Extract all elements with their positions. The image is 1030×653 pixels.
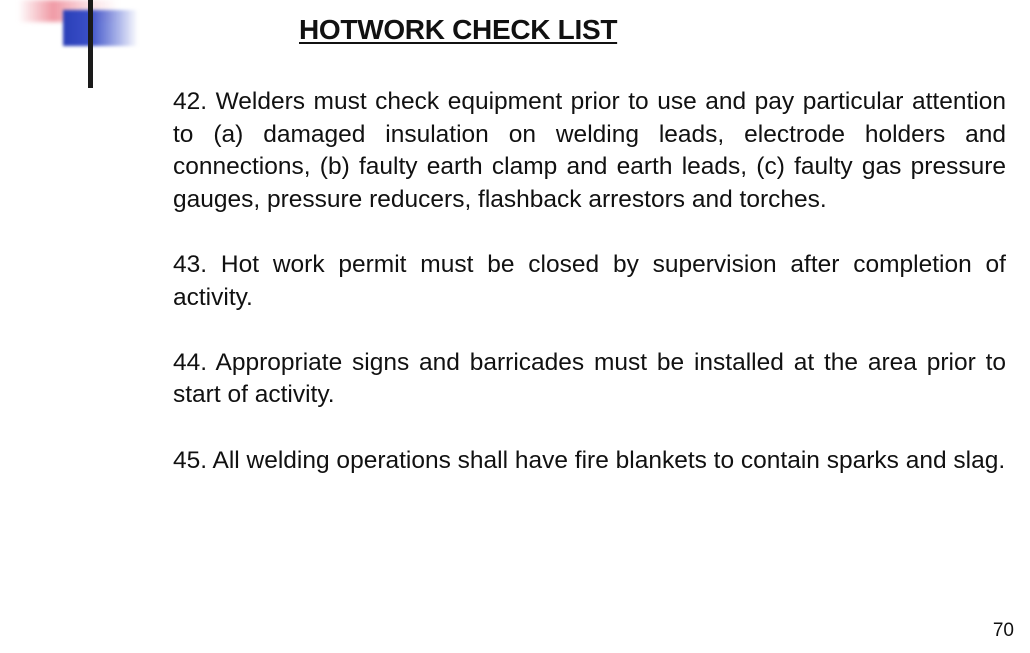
- checklist-body: [173, 86, 1006, 477]
- corner-decoration-blue: [63, 10, 138, 46]
- page-number: 70: [992, 620, 1014, 641]
- checklist-item-44: 44. Appropriate signs and barricades must be installed at the area prior to start of activity.: [173, 348, 1006, 409]
- checklist-item-45: 45. All welding operations shall have fire blankets to contain sparks and slag.: [173, 446, 1006, 474]
- slide-title: HOTWORK CHECK LIST: [299, 14, 618, 45]
- checklist-item-43: 43. Hot work permit must be closed by supervision after completion of activity.: [173, 250, 1006, 311]
- checklist-item-42: 42. Welders must check equipment prior to use and pay particular attention to (a) damaged insulation on welding leads, electrode holders and connections, (b) faulty earth clamp and earth leads, (c) faulty gas pressure gauges, pressure reducers, flashback arrestors and torches.: [173, 88, 1006, 213]
- corner-decoration-line: [88, 0, 93, 88]
